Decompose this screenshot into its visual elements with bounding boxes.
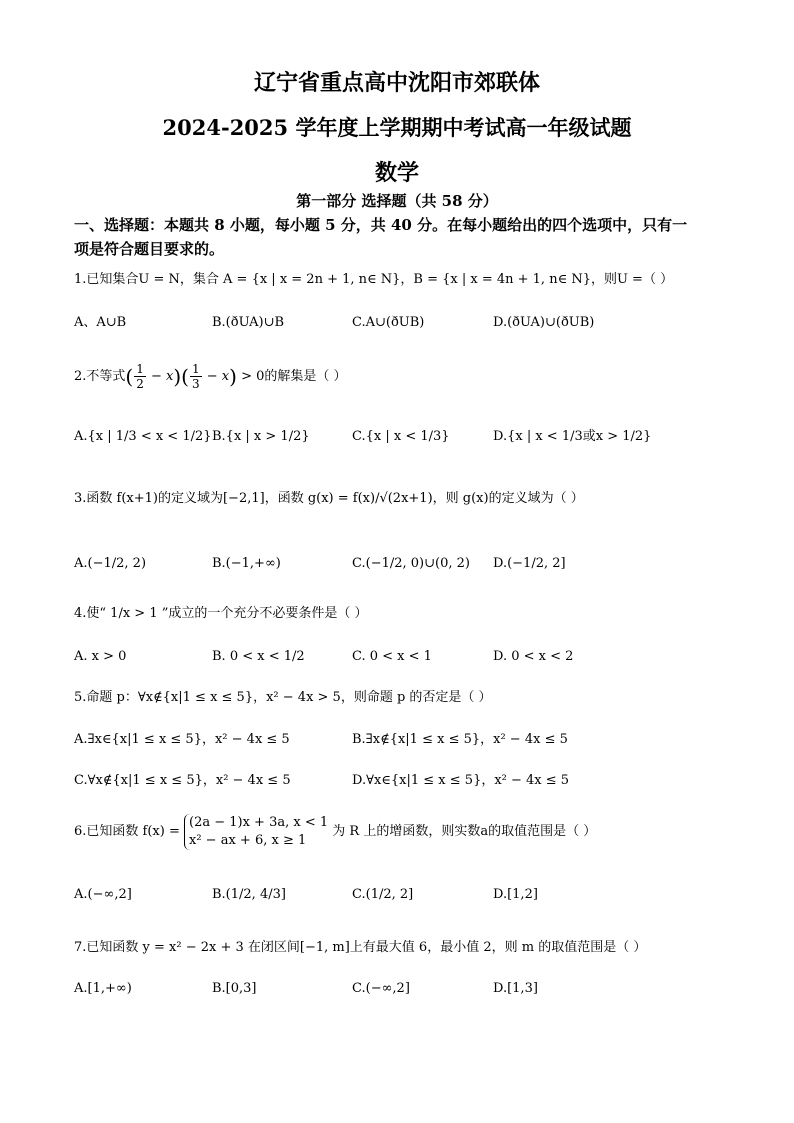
question-2-stem: 2.不等式( $\frac{1}{2}$ − x)( $\frac{1}{3}$ − x) > 0的解集是（ ） [74,362,347,391]
q3-option-b: B.(−1,+∞) [212,556,281,571]
q5-option-c: C.∀x∉{x|1 ≤ x ≤ 5}，x² − 4x ≤ 5 [74,773,291,788]
q6-option-c: C.(1/2, 2] [352,887,414,902]
q4-option-c: C. 0 < x < 1 [352,649,432,664]
q1-option-c: C.A∪(ðUB) [352,315,425,330]
section-line-1: 一、选择题：本题共 8 小题，每小题 5 分，共 40 分。在每小题给出的四个选项中，只有一 [74,216,688,234]
q2-frac-2: $\frac{1}{3}$ [191,362,200,391]
q3-option-d: D.(−1/2, 2] [493,556,566,571]
q4-option-d: D. 0 < x < 2 [493,649,574,664]
q6-option-a: A.(−∞,2] [74,887,132,902]
q6-option-b: B.(1/2, 4/3] [212,887,286,902]
question-1-stem: 1.已知集合U = N，集合 A = {x | x = 2n + 1, n∈ N}，B = {x | x = 4n + 1, n∈ N}，则U =（ ） [74,272,674,287]
q2-prefix: 2.不等式 [74,369,126,384]
q7-option-d: D.[1,3] [493,981,538,996]
exam-title-region: 辽宁省重点高中沈阳市郊联体 [253,70,540,96]
q7-option-b: B.[0,3] [212,981,257,996]
q6-prefix: 6.已知函数 f(x) = [74,824,180,839]
question-7-stem: 7.已知函数 y = x² − 2x + 3 在闭区间[−1, m]上有最大值 6，最小值 2，则 m 的取值范围是（ ） [74,940,647,955]
exam-subject: 数学 [374,160,419,186]
question-4-stem: 4.使“ 1/x > 1 ”成立的一个充分不必要条件是（ ） [74,606,368,621]
question-3-stem: 3.函数 f(x+1)的定义域为[−2,1]，函数 g(x) = f(x)/√(2x+1)，则 g(x)的定义域为（ ） [74,491,584,506]
q3-option-a: A.(−1/2, 2) [74,556,147,571]
q5-option-a: A.∃x∈{x|1 ≤ x ≤ 5}，x² − 4x ≤ 5 [74,732,290,747]
section-instructions [74,213,714,261]
q6-piecewise: (2a − 1)x + 3a, x < 1 x² − ax + 6, x ≥ 1 [184,814,328,850]
q4-option-a: A. x > 0 [74,649,127,664]
q4-option-b: B. 0 < x < 1/2 [212,649,305,664]
q2-frac-1: $\frac{1}{2}$ [136,362,144,391]
q2-suffix: 的解集是（ ） [264,369,347,384]
q2-option-c: C.{x | x < 1/3} [352,429,450,444]
q5-option-d: D.∀x∈{x|1 ≤ x ≤ 5}，x² − 4x ≤ 5 [352,773,570,788]
question-6-stem [74,814,734,850]
q6-option-d: D.[1,2] [493,887,538,902]
q2-option-b: B.{x | x > 1/2} [212,429,310,444]
q7-option-c: C.(−∞,2] [352,981,410,996]
question-5-stem: 5.命题 p：∀x∉{x|1 ≤ x ≤ 5}，x² − 4x > 5，则命题 p 的否定是（ ） [74,690,492,705]
q1-option-a: A、A∪B [74,315,127,330]
q5-option-b: B.∃x∉{x|1 ≤ x ≤ 5}，x² − 4x ≤ 5 [352,732,568,747]
section-line-2: 项是符合题目要求的。 [74,240,225,258]
q6-suffix: 为 R 上的增函数，则实数a的取值范围是（ ） [332,824,597,839]
q3-option-c: C.(−1/2, 0)∪(0, 2) [352,556,470,571]
q1-option-d: D.(ðUA)∪(ðUB) [493,315,595,330]
exam-title-term: 2024-2025 学年度上学期期中考试高一年级试题 [162,115,632,140]
q1-option-b: B.(ðUA)∪B [212,315,285,330]
part-heading: 第一部分 选择题（共 58 分） [296,192,498,210]
q2-option-d: D.{x | x < 1/3或x > 1/2} [493,429,652,444]
q7-option-a: A.[1,+∞) [74,981,132,996]
q2-option-a: A.{x | 1/3 < x < 1/2} [74,429,212,444]
